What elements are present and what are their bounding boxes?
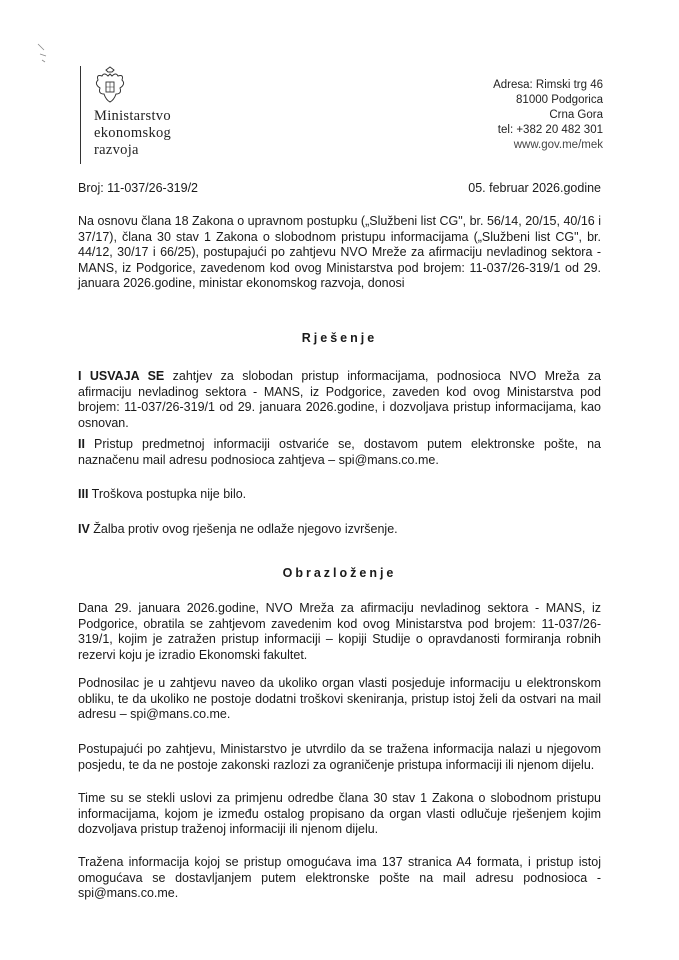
ministry-name — [94, 108, 171, 159]
item-4-text: Žalba protiv ovog rješenja ne odlaže njegovo izvršenje. — [89, 522, 398, 536]
item-1-number: I — [78, 369, 82, 383]
ministry-line-2: ekonomskog — [94, 125, 172, 141]
decision-item-2 — [78, 437, 601, 468]
decision-item-4 — [78, 522, 601, 538]
letterhead-divider — [80, 66, 81, 164]
address-website: www.gov.me/mek — [513, 139, 603, 151]
item-2-number: II — [78, 437, 85, 451]
address-city: 81000 Podgorica — [516, 94, 603, 106]
item-1-text: zahtjev za slobodan pristup informacijama, podnosioca NVO Mreža za afirmaciju nevladinog sektora - MANS, iz Podgorice, zaveden kod ovog Ministarstva pod brojem: 11-037/26-319/1 od 29. januara 2026.godine, i dozvoljava pristup informacijama, kao osnovan. — [78, 369, 601, 430]
item-3-text: Troškova postupka nije bilo. — [88, 487, 247, 501]
address-street: Adresa: Rimski trg 46 — [493, 79, 603, 91]
document-number: Broj: 11-037/26-319/2 — [78, 181, 198, 195]
decision-item-1 — [78, 369, 601, 431]
item-1-lead: USVAJA SE — [89, 369, 165, 383]
item-3-number: III — [78, 487, 89, 501]
ministry-address — [493, 78, 603, 153]
scratch-mark-icon — [36, 40, 56, 64]
item-2-text: Pristup predmetnoj informaciji ostvariće se, dostavom putem elektronske pošte, na naznačenu mail adresu podnosioca zahtjeva – spi@mans.co.me. — [78, 437, 601, 467]
address-phone: tel: +382 20 482 301 — [497, 124, 603, 136]
reasoning-paragraph-3: Postupajući po zahtjevu, Ministarstvo je utvrdilo da se tražena informacija nalazi u njegovom posjedu, te da ne postoje zakonski razlozi za ograničenje pristupa informaciji ili njenom dijelu. — [78, 742, 601, 772]
rjesenje-heading: Rješenje — [301, 331, 378, 345]
reasoning-paragraph-1: Dana 29. januara 2026.godine, NVO Mreža za afirmaciju nevladinog sektora - MANS, iz Podgorice, obratila se zahtjevom zavedenim kod ovog Ministarstva pod brojem: 11-037/26-319/1, kojim je zatražen pristup informaciji – kopiji Studije o opravdanosti formiranja robnih rezervi koju je izradio Ekonomski fakultet. — [78, 601, 601, 662]
ministry-line-1: Ministarstvo — [94, 108, 171, 124]
item-4-number: IV — [78, 522, 90, 536]
intro-paragraph: Na osnovu člana 18 Zakona o upravnom postupku („Službeni list CG", br. 56/14, 20/15, 40/16 i 37/17), člana 30 stav 1 Zakona o slobodnom pristupu informacijama („Službeni list CG", br. 44/12, 30/17 i 66/25), postupajući po zahtjevu NVO Mreže za afirmaciju nevladinog sektora - MANS, iz Podgorice, zavedenom kod ovog Ministarstva pod brojem: 11-037/26-319/1 od 29. januara 2026.godine, ministar ekonomskog razvoja, donosi — [78, 214, 601, 290]
reasoning-paragraph-4: Time su se stekli uslovi za primjenu odredbe člana 30 stav 1 Zakona o slobodnom pristupu informacijama, kojom je između ostalog propisano da organ vlasti odlučuje rješenjem kojim dozvoljava pristup traženoj informaciji ili njenom dijelu. — [78, 791, 601, 836]
document-date: 05. februar 2026.godine — [468, 181, 601, 195]
reasoning-paragraph-5: Tražena informacija kojoj se pristup omogućava ima 137 stranica A4 formata, i pristup istoj omogućava se dostavljanjem putem elektronske pošte na mail adresu podnosioca - spi@mans.co.me. — [78, 855, 601, 900]
decision-item-3 — [78, 487, 601, 503]
ministry-line-3: razvoja — [94, 142, 139, 158]
coat-of-arms-icon — [92, 66, 128, 106]
obrazlozenje-heading: Obrazloženje — [282, 566, 397, 580]
address-country: Crna Gora — [549, 109, 603, 121]
reasoning-paragraph-2: Podnosilac je u zahtjevu naveo da ukoliko organ vlasti posjeduje informaciju u elektronskom obliku, te da ukoliko ne postoje dodatni troškovi skeniranja, pristup istoj želi da ostvari na mail adresu – spi@mans.co.me. — [78, 676, 601, 721]
